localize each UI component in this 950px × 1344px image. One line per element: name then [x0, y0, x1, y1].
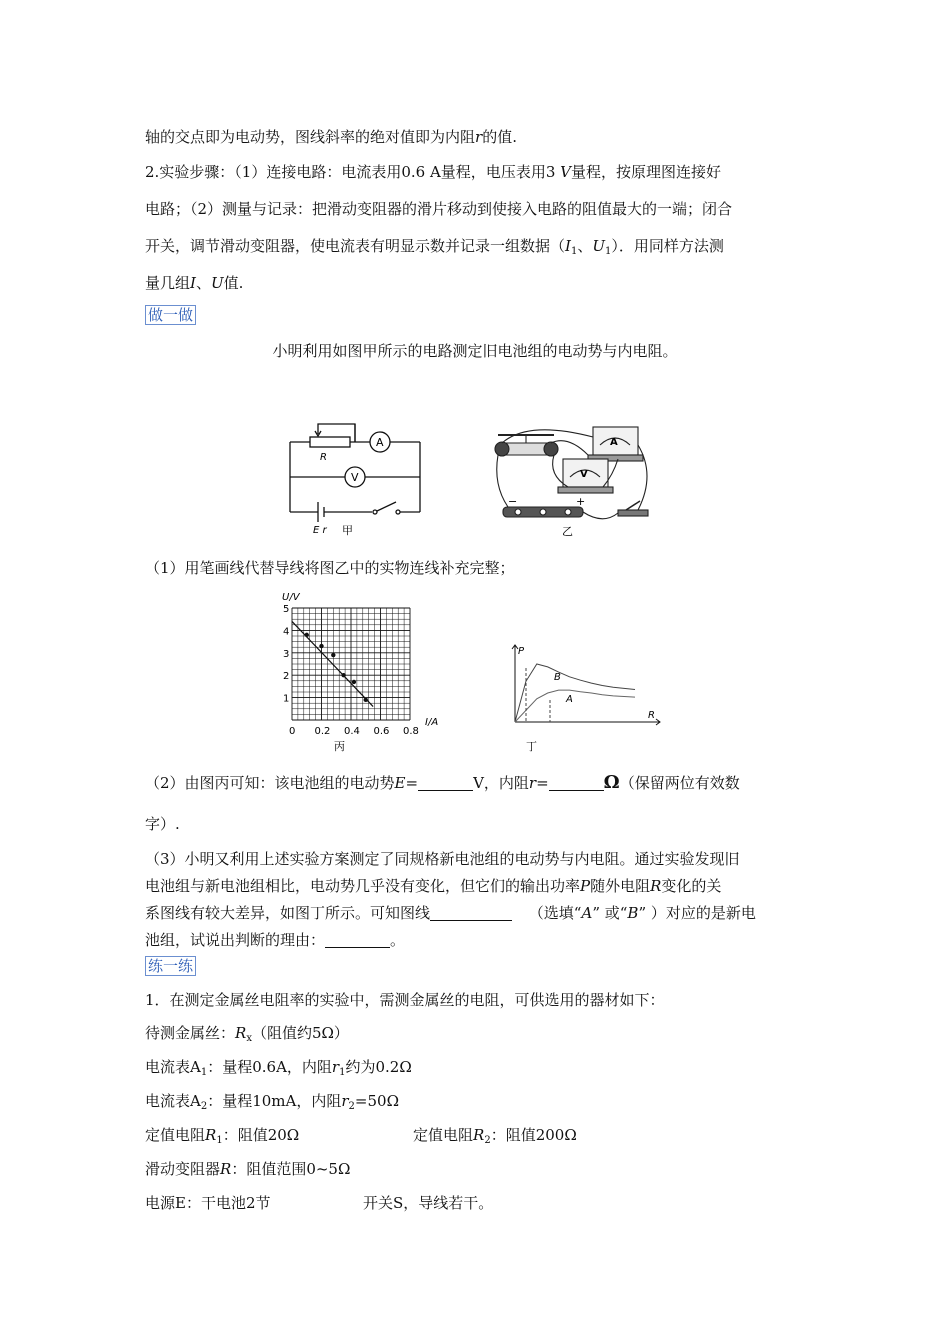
item-rheostat: [145, 1159, 350, 1179]
text: （阻值约5Ω）: [251, 1024, 349, 1042]
item-resistor-2: [413, 1125, 577, 1151]
y-tick-label: 3: [283, 648, 290, 660]
var-E: E: [394, 774, 406, 792]
var-I: I: [190, 274, 196, 292]
text: 量程，按原理图连接好: [570, 163, 721, 181]
intro-text: 小明利用如图甲所示的电路测定旧电池组的电动势与内电阻。: [272, 342, 678, 360]
question-3-line-1: （3）小明又利用上述实验方案测定了同规格新电池组的电动势与内电阻。通过实验发现旧: [145, 850, 740, 868]
chart-grid: [292, 608, 410, 720]
text: 待测金属丝：: [145, 1024, 236, 1042]
eq: =: [405, 774, 419, 792]
text: 随外电阻: [590, 877, 651, 895]
sep: 、: [577, 237, 593, 255]
question-3-line-2: [145, 876, 721, 896]
var-P: P: [580, 877, 591, 895]
question-2-line-1: [145, 773, 740, 793]
text: ：量程0.6A，内阻: [207, 1058, 332, 1076]
text: 电流表A: [145, 1058, 201, 1076]
sub: 2: [484, 1135, 491, 1146]
x-tick-label: 0.6: [373, 726, 390, 737]
answer-blank-curve[interactable]: [430, 904, 512, 921]
y-tick-label: 1: [283, 693, 290, 705]
text: 轴的交点即为电动势，图线斜率的绝对值即为内阻: [145, 128, 476, 146]
var-r: r: [528, 774, 537, 792]
sub: 1: [339, 1067, 346, 1078]
var-R: R: [473, 1126, 485, 1144]
var-r: r: [475, 128, 483, 146]
x-tick-label: 0: [289, 726, 296, 737]
caption-jia: 甲: [342, 524, 353, 537]
chart-ding: [500, 640, 670, 755]
chart-caption: 丁: [526, 740, 537, 753]
chart-series-A: [515, 690, 635, 722]
label-ammeter: A: [376, 436, 384, 449]
option-B: B: [627, 904, 639, 922]
chart-bing: [270, 588, 440, 753]
var-I: I: [565, 237, 571, 255]
omega-symbol: Ω: [603, 772, 620, 793]
answer-blank-r[interactable]: [549, 774, 604, 791]
sub: 2: [200, 1101, 208, 1112]
text: 电路；（2）测量与记录：把滑动变阻器的滑片移动到使接入电路的阻值最大的一端；闭合: [145, 200, 733, 218]
label-ammeter-yi: A: [610, 437, 618, 448]
sub: 1: [605, 246, 612, 257]
text: （选填“: [528, 904, 582, 922]
item-ammeter-2: [145, 1091, 399, 1117]
text: ” 或“: [592, 904, 628, 922]
text-line-1: [145, 127, 517, 147]
var-R: R: [205, 1126, 217, 1144]
sub: 1: [216, 1135, 223, 1146]
text: ” ）对应的是新电: [638, 904, 756, 922]
text: 开关，调节滑动变阻器，使电流表有明显示数并记录一组数据（: [145, 237, 566, 255]
data-point: [364, 698, 368, 702]
answer-blank-reason[interactable]: [325, 931, 390, 948]
text: ：量程10mA，内阻: [207, 1092, 342, 1110]
series-label-B: B: [554, 672, 561, 683]
question-3-line-3: [145, 903, 756, 923]
answer-blank-E[interactable]: [418, 774, 473, 791]
var-R: R: [235, 1024, 247, 1042]
text: V，内阻: [473, 774, 529, 792]
item-switch: 开关S，导线若干。: [363, 1194, 494, 1212]
apparatus-diagram-yi: [488, 415, 658, 540]
chart-xlabel: I/A: [425, 717, 439, 728]
sub: 2: [348, 1101, 355, 1112]
text: 。: [390, 931, 406, 949]
eq: =: [536, 774, 549, 792]
sub: 1: [570, 246, 578, 257]
var-U: U: [210, 274, 224, 292]
item-ammeter-1: [145, 1057, 412, 1083]
y-tick-label: 4: [283, 626, 290, 638]
x-tick-label: 0.2: [314, 726, 331, 737]
step-line-4: [145, 273, 243, 293]
text: 量几组: [145, 274, 191, 292]
step-line-2: [145, 199, 732, 219]
circuit-diagram-jia: [280, 420, 430, 540]
caption-yi: 乙: [562, 525, 573, 538]
section-label-try: 做一做: [145, 305, 196, 325]
label-R: R: [320, 452, 327, 463]
text: 变化的关: [661, 877, 722, 895]
sep: 、: [195, 274, 211, 292]
text: 定值电阻: [413, 1126, 474, 1144]
data-point: [331, 653, 335, 657]
series-label-A: A: [566, 694, 573, 705]
var-R: R: [650, 877, 662, 895]
text: 电池组与新电池组相比，电动势几乎没有变化，但它们的输出功率: [145, 877, 581, 895]
var-U: U: [592, 237, 605, 255]
question-2-line-2: 字）.: [145, 815, 180, 833]
chart-series-B: [515, 664, 635, 722]
text: （2）由图丙可知：该电池组的电动势: [145, 774, 395, 792]
question-1: （1）用笔画线代替导线将图乙中的实物连线补充完整；: [145, 559, 515, 577]
text: 的值.: [482, 128, 517, 146]
sub: 1: [200, 1067, 208, 1078]
x-tick-label: 0.4: [344, 726, 360, 737]
text: ：阻值20Ω: [222, 1126, 300, 1144]
text: （保留两位有效数: [619, 774, 740, 792]
step-line-1: [145, 162, 721, 182]
chart-ylabel: P: [518, 646, 525, 657]
option-A: A: [581, 904, 593, 922]
item-power-source: 电源E：干电池2节: [145, 1194, 271, 1212]
var-r: r: [341, 1092, 349, 1110]
text: 系图线有较大差异，如图丁所示。可知图线: [145, 904, 431, 922]
data-point: [352, 680, 356, 684]
text: 定值电阻: [145, 1126, 206, 1144]
text: ：阻值200Ω: [490, 1126, 577, 1144]
text: ）．用同样方法测: [611, 237, 724, 255]
text: 约为0.2Ω: [345, 1058, 412, 1076]
step-line-3: [145, 236, 724, 262]
label-voltmeter-yi: V: [580, 469, 588, 480]
question-3-line-4: [145, 930, 405, 950]
item-wire: [145, 1023, 349, 1049]
y-tick-label: 5: [283, 604, 290, 615]
text: 值.: [223, 274, 244, 292]
label-Er: E r: [313, 525, 327, 536]
practice-intro: 1．在测定金属丝电阻率的实验中，需测金属丝的电阻，可供选用的器材如下：: [145, 991, 665, 1009]
text: =50Ω: [354, 1092, 400, 1110]
x-tick-label: 0.8: [403, 726, 419, 737]
item-resistor-1: [145, 1125, 299, 1151]
text: 2.实验步骤：（1）连接电路：电流表用0.6 A量程，电压表用3: [145, 163, 556, 181]
chart-caption: 丙: [334, 740, 345, 753]
data-point: [305, 633, 309, 637]
text: 池组，试说出判断的理由：: [145, 931, 326, 949]
var-r: r: [331, 1058, 340, 1076]
chart-xlabel: R: [648, 710, 655, 721]
sub: x: [246, 1033, 252, 1044]
label-minus: −: [508, 495, 518, 508]
text: 电流表A: [145, 1092, 201, 1110]
chart-ylabel: U/V: [282, 592, 300, 603]
data-point: [341, 673, 345, 677]
label-voltmeter: V: [351, 471, 359, 484]
text: ：阻值范围0~5Ω: [231, 1160, 351, 1178]
var-V: V: [560, 163, 571, 181]
text: 滑动变阻器: [145, 1160, 221, 1178]
data-point: [319, 644, 323, 648]
label-plus: +: [576, 495, 586, 508]
var-R: R: [220, 1160, 232, 1178]
section-label-practice: 练一练: [145, 956, 196, 976]
y-tick-label: 2: [283, 671, 290, 683]
